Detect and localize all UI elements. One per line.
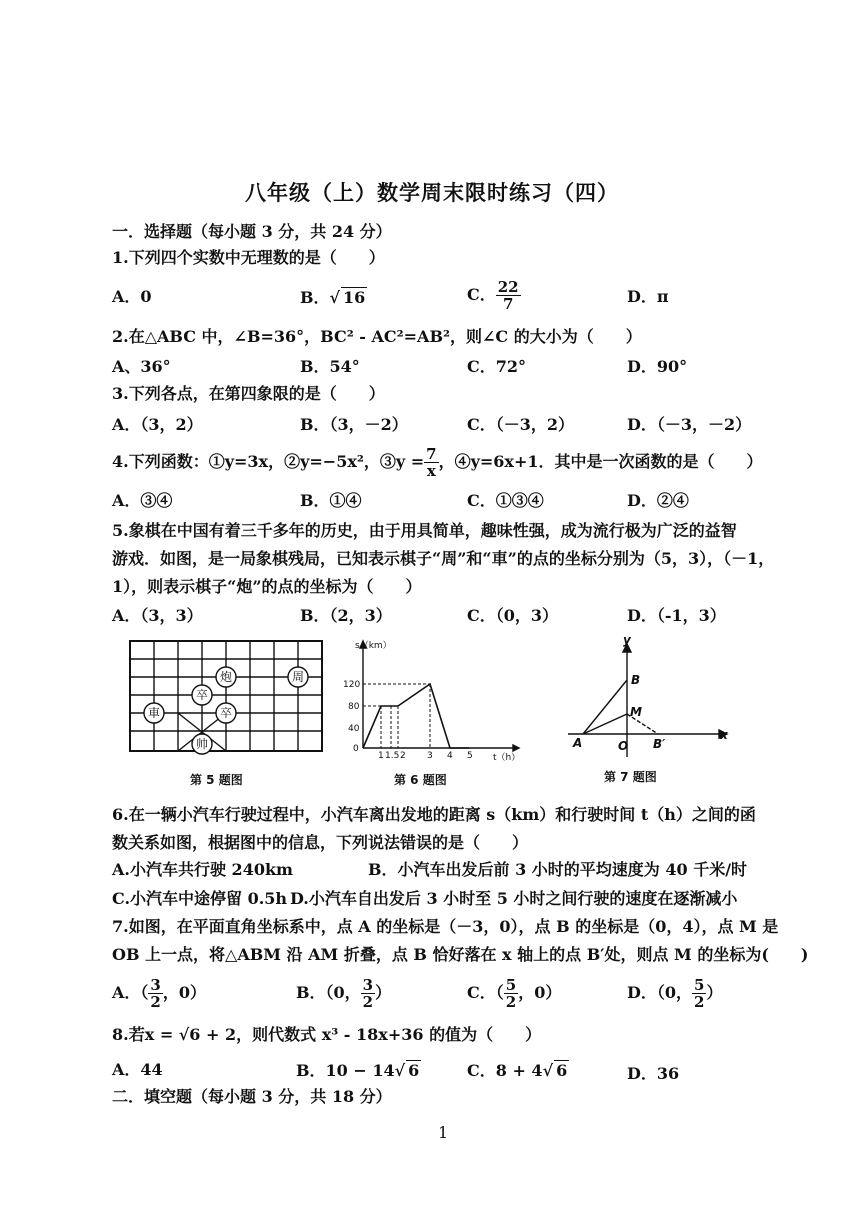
q7-option-c: C．（ $\frac{5}{2}$ ，0） xyxy=(467,976,562,1011)
x-tick: 5 xyxy=(467,751,473,761)
page-number: 1 xyxy=(438,1123,449,1142)
y-tick: 0 xyxy=(353,744,359,754)
q4-option-d: D．②④ xyxy=(627,491,689,510)
q8-option-c: C．8 + 4√ 6 xyxy=(467,1061,568,1080)
figure-7-caption: 第 7 题图 xyxy=(604,770,657,784)
x-tick: 1 xyxy=(378,751,384,761)
y-tick: 80 xyxy=(348,702,360,712)
label-b: B xyxy=(631,673,641,687)
question-4-stem: 4.下列函数：①y=3x，②y=−5x²，③y = $\frac{7}{x}$ ，④y=6x+1．其中是一次函数的是（ ） xyxy=(112,445,763,480)
question-8-stem: 8.若x = √6 + 2，则代数式 x³ - 18x+36 的值为（ ） xyxy=(112,1025,542,1044)
q2-option-c: C．72° xyxy=(467,357,527,376)
question-6-line-1: 6.在一辆小汽车行驶过程中，小汽车离出发地的距离 s（km）和行驶时间 t（h）之间的函 xyxy=(112,805,756,824)
figure-5-caption: 第 5 题图 xyxy=(190,773,243,787)
section-heading-choice: 一．选择题（每小题 3 分，共 24 分） xyxy=(112,222,392,241)
q8-option-b: B．10 − 14√ 6 xyxy=(296,1061,420,1080)
q7-option-a: A．（ $\frac{3}{2}$ ，0） xyxy=(112,976,206,1011)
q4-option-c: C．①③④ xyxy=(467,491,544,510)
label-m: M xyxy=(630,705,642,719)
q6-option-d: D.小汽车自出发后 3 小时至 5 小时之间行驶的速度在逐渐减小 xyxy=(290,889,738,908)
piece-zu-2: 卒 xyxy=(219,706,233,720)
q1-option-d: D．π xyxy=(627,287,669,306)
piece-shuai: 帅 xyxy=(195,737,209,751)
q7-option-d: D．（0， $\frac{5}{2}$ ） xyxy=(627,976,723,1011)
piece-pao: 炮 xyxy=(219,670,233,684)
figure-6-graph xyxy=(343,636,521,762)
q5-option-a: A．（3，3） xyxy=(112,606,203,625)
x-tick: 4 xyxy=(447,751,453,761)
x-tick: 3 xyxy=(427,751,433,761)
label-b-prime: B′ xyxy=(653,737,666,751)
q2-option-a: A、36° xyxy=(112,357,171,376)
figure-6-caption: 第 6 题图 xyxy=(394,773,447,787)
label-x: x xyxy=(720,728,728,742)
figure-5-chessboard xyxy=(125,636,331,762)
y-axis-label: s（km） xyxy=(355,641,392,651)
section-heading-fill: 二．填空题（每小题 3 分，共 18 分） xyxy=(112,1087,392,1106)
q1-option-a: A．0 xyxy=(112,287,152,306)
q1-option-b: B．√ 16 xyxy=(300,288,366,307)
question-7-line-1: 7.如图，在平面直角坐标系中，点 A 的坐标是（－3，0），点 B 的坐标是（0，4），点 M 是 xyxy=(112,917,779,936)
q3-option-b: B．（3，－2） xyxy=(300,415,408,434)
q5-option-d: D．（-1，3） xyxy=(627,606,726,625)
q6-option-a: A.小汽车共行驶 240km xyxy=(112,860,293,879)
q3-option-d: D．（－3，－2） xyxy=(627,415,752,434)
piece-ju: 車 xyxy=(147,706,161,720)
q5-option-c: C．（0，3） xyxy=(467,606,559,625)
x-tick: 2 xyxy=(400,751,406,761)
question-5-line-3: 1），则表示棋子“炮”的点的坐标为（ ） xyxy=(112,577,422,596)
question-5-line-2: 游戏．如图，是一局象棋残局，已知表示棋子“周”和“車”的点的坐标分别为（5，3），（－1， xyxy=(112,549,775,568)
q4-option-a: A．③④ xyxy=(112,491,173,510)
y-tick: 40 xyxy=(348,724,360,734)
q8-option-d: D．36 xyxy=(627,1064,680,1083)
q7-option-b: B．（0， $\frac{3}{2}$ ） xyxy=(296,976,392,1011)
q8-option-a: A．44 xyxy=(112,1060,163,1079)
q3-option-c: C．（－3，2） xyxy=(467,415,575,434)
label-o: O xyxy=(618,739,629,753)
y-tick: 120 xyxy=(343,680,361,690)
q5-option-b: B．（2，3） xyxy=(300,606,392,625)
question-3-stem: 3.下列各点，在第四象限的是（ ） xyxy=(112,384,385,403)
question-1-stem: 1.下列四个实数中无理数的是（ ） xyxy=(112,248,385,267)
x-tick: 1.5 xyxy=(385,751,400,761)
question-7-line-2: OB 上一点，将△ABM 沿 AM 折叠，点 B 恰好落在 x 轴上的点 B′处，则点 M 的坐标为( ) xyxy=(112,945,809,964)
q2-option-d: D．90° xyxy=(627,357,688,376)
question-2-stem: 2.在△ABC 中，∠B=36°，BC² - AC²=AB²，则∠C 的大小为（ ） xyxy=(112,327,642,346)
q6-option-b: B．小汽车出发后前 3 小时的平均速度为 40 千米/时 xyxy=(368,860,748,879)
page-title: 八年级（上）数学周末限时练习（四） xyxy=(245,180,619,205)
figure-7-diagram xyxy=(563,632,733,767)
label-y: y xyxy=(623,633,631,647)
q4-option-b: B．①④ xyxy=(300,491,362,510)
q1-option-c: C． $\frac{22}{7}$ xyxy=(467,278,519,313)
piece-zhou: 周 xyxy=(291,670,305,684)
question-5-line-1: 5.象棋在中国有着三千多年的历史，由于用具简单，趣味性强，成为流行极为广泛的益智 xyxy=(112,521,737,540)
question-6-line-2: 数关系如图，根据图中的信息，下列说法错误的是（ ） xyxy=(112,833,529,852)
q3-option-a: A．（3，2） xyxy=(112,415,203,434)
q6-option-c: C.小汽车中途停留 0.5h xyxy=(112,889,288,908)
x-axis-label: t（h） xyxy=(493,753,521,762)
label-a: A xyxy=(573,736,583,750)
piece-zu-1: 卒 xyxy=(195,688,209,702)
q2-option-b: B．54° xyxy=(300,357,360,376)
